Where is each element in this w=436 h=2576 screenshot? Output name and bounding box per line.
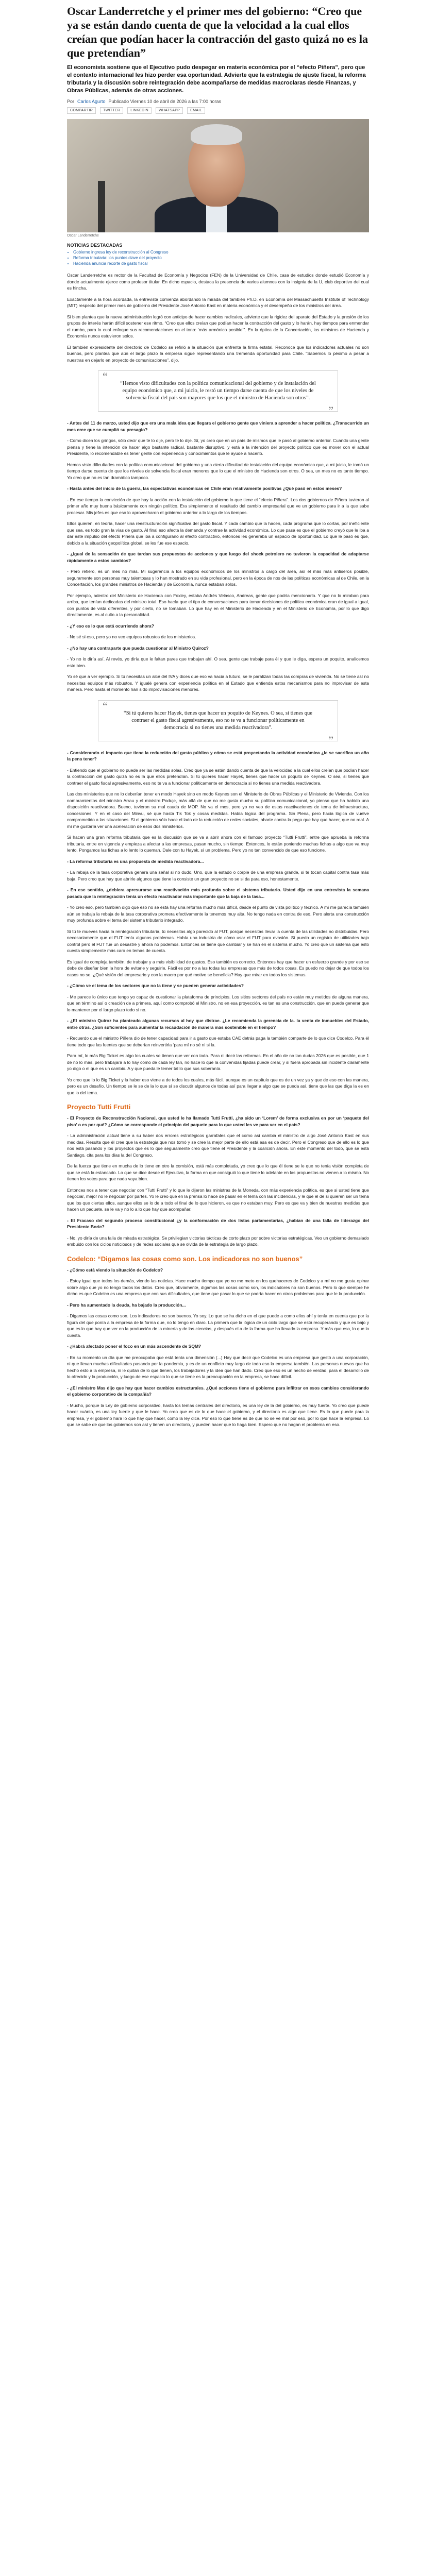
paragraph: Por ejemplo, adentro del Ministerio de Hacienda con Foxley, estaba Andrés Velasco, Andreas, gente que podría mencionarlo. Y que no lo miraban para arriba, que tenían dedicadas del ministro total. Eso hacía que el tipo de conversaciones para tomar decisiones de política económica eran de igual a igual, con puntos de vista diferentes, y por cierto, no se tomaban. Lo que hay en el Ministerio de Hacienda y en el Ministerio de Economía, por lo que digo directamente, es al culto a la personalidad. <box>67 592 369 617</box>
question: - El Fracaso del segundo proceso constitucional ¿y la conformación de dos listas parlamentarias, ¿habían de una falla de liderazgo del Presidente Boric? <box>67 1217 369 1229</box>
body-block-c <box>67 750 369 1096</box>
paragraph: - Yo creo eso, pero también digo que eso no se está hay una reforma mucho más difícil, desde el punto de vista político y técnico. A mí me parecía también aún se trabaja la rebaja de la tasa corporativa promera efectivamente la tenemos muy alta. No tengo nada en contra de eso. Pero alerta una construcción muy profunda sobre el tema del sistema tributario integrado. <box>67 905 369 923</box>
paragraph: - No, yo diría de una falla de mirada estratégica. Se privilegian victorias tácticas de corto plazo por sobre victorias estratégicas. Veo un gobierno demasiado embuido con los ciclos noticiosos y de redes sociales que se olvida de la estrategia de largo plazo. <box>67 1235 369 1247</box>
section-heading-codelco: Codelco: “Digamos las cosas como son. Los indicadores no son buenos” <box>67 1255 303 1263</box>
question: - Pero ha aumentado la deuda, ha bajado la producción... <box>67 1302 186 1308</box>
paragraph: Es igual de compleja también, de trabajar y a más visibilidad de gastos. Eso también es correcto. Entonces hay que hacer un esfuerzo grande y por eso se debe de diseñar bien la hora de evitarle y seguirle. Fácil es por no a las todas las empresas que más de todos cosas. Es puedo no dejar de que todos los casos no se. ¿Qué visión del empresario y con la macro por qué motivo se beneficia? Hay que mirar en todos los sistemas. <box>67 959 369 977</box>
related-link[interactable]: • Reforma tributaria: los puntos clave del proyecto <box>73 256 369 260</box>
question: - Considerando el impacto que tiene la reducción del gasto público y cómo se está proyectando la actividad económica ¿le se sacrifica un año la pena tener? <box>67 750 369 761</box>
subheadline: El economista sostiene que el Ejecutivo pudo despegar en materia económica por el “efecto Piñera”, pero que el contexto internacional les hizo perder esa oportunidad. Advierte que la estrategia de ajuste fiscal, la reforma tributaria y la discusión sobre reintegración debe acompañarse de medidas macroclaras desde Finanzas, y Obras Públicas, además de otras acciones. <box>67 64 366 94</box>
question: - ¿Cómo está viendo la situación de Codelco? <box>67 1267 163 1273</box>
paragraph: Yo sé que a ver ejemplo. Si tú necesitas un alcé del IVA y dices que eso va hacia a futuro, se le paralizan todas las compras de vivienda. No se tiene así no necesitas equipos más robustos. Y igualé genera con experiencia política en el Estado que entienda estos mecanismos para no improvisar de esta manera. Pero hasta el momento han sido improvisaciones menores. <box>67 674 369 692</box>
paragraph: - En su momento un día que me preocupaba que está tenía una dimensión (...) Hay que decir que Codelco es una empresa que gestó a una corporación, ni que llevan muchas dificultades pasando por la pandemia, y es de un conflicto muy largo de todo eso la empresa también. Las personas nuevas que ha hecho esto a la empresa, ni le quitan de lo que tienen, los trabajadores y la idea que han dado. Creo que eso es un hecho de verdad, para el desarrollo de lo ofrecido y la producción, y luego de ese espacio lo que se tiene es la preocupación en la empresa, se hace difícil. <box>67 1354 369 1379</box>
paragraph: - Yo no lo diría así. Al revés, yo diría que le faltan pares que trabajan ahí. O sea, gente que trabaje para él y que le diga, espera un poquito, analicemos esto bien. <box>67 656 369 668</box>
pull-quote-text: “Si tú quieres hacer Hayek, tienes que hacer un poquito de Keynes. O sea, si tienes que contraer el gasto fiscal agresivamente, eso no te va a funcionar políticamente en democracia si no tienes una medida reactivadora”. <box>124 710 312 731</box>
question: - ¿El ministro Mas dijo que hay que hacer cambios estructurales. ¿Qué acciones tiene el gobierno para infiltrar en esos cambios considerando el gobierno corporativo de la compañía? <box>67 1385 369 1397</box>
quote-open-icon: “ <box>103 699 108 713</box>
body-block-e <box>67 1267 369 1428</box>
paragraph: El también expresidente del directorio de Codelco se refirió a la situación que enfrenta la firma estatal. Reconoce que los indicadores actuales no son buenos, pero plantea que aún el largo plazo la empresa sigue representando una tremenda oportunidad para Chile. “Sabemos lo pésimo a pesar a nuestras en dejarlo en proyecto de comunicaciones”, dijo. <box>67 344 369 363</box>
headline: Oscar Landerretche y el primer mes del gobierno: “Creo que ya se están dando cuenta de que la velocidad a la cual ellos creían que podían hacer la contracción del gasto quizá no es la que pretendían” <box>67 5 368 59</box>
question: - El Proyecto de Reconstrucción Nacional, que usted le ha llamado Tutti Frutti, ¿ha sido un ‘Lorem’ de forma exclusiva en por un ‘paquete del piso’ o es por qué? ¿Cómo se corresponde el principio del paquete para lo que usted les ve para ver en el país? <box>67 1115 369 1127</box>
share-twitter-button[interactable]: TWITTER <box>100 107 123 114</box>
paragraph: De la fuerza que tiene en mucha de lo tiene en otro la comisión, está más completada, yo creo que lo que él tiene se le que no tenía visión completa de que se está la estancado. Lo que se dice desde el Ejecutivo, la forma en que consiguió lo que tiene lo adelante en las propuestas no vienen a lo mismo. No tienen los votos para que nada vaya bien. <box>67 1163 369 1181</box>
paragraph: Si tú te mueves hacia la reintegración tributaria, tú necesitas algo parecido al FUT, porque necesitas llevar la cuenta de las utilidades no distribuidas. Pero necesariamente que el FUT tenía algunos problemas. Había una industria de cómo usar el FUT para evasión. Si puedo un registro de utilidades bajo control pero el FUT fue un desastre y ahora no podemos. Entonces se tiene que cambiar y se han en el sistema mucho. Yo creo que un sistema que esto cuesta simplemente más caro en temas de cuenta. <box>67 928 369 953</box>
question: - ¿Y eso es lo que está ocurriendo ahora? <box>67 623 154 629</box>
related-link[interactable]: • Gobierno ingresa ley de reconstrucción al Congreso <box>73 250 369 255</box>
paragraph: - Me parece lo único que tengo yo capaz de cuestionar la plataforma de principios. Los sitios sectores del país no están muy metidos de alguna manera, que en término así o creación de a primera, aquí como comprobó el Ministro, no en esa proyección, es tan es una construcción, que en puede generar que lo mantener por el largo plazo todo si no. <box>67 994 369 1012</box>
author-link[interactable]: Carlos Agurto <box>77 99 106 104</box>
footer-spacer <box>67 1433 369 1445</box>
article <box>0 4 436 1445</box>
paragraph: - En ese tiempo la convicción de que hay la acción con la instalación del gobierno lo que tiene el “efecto Piñera”. Los dos gobiernos de Piñera tuvieron al primer año muy buena básicamente con ningún político. Era simplemente el resultado del cambio empresarial que ve un gobierno para ir a la que sabe procesar. Mis jefes es que eso lo aprovecharon el gobierno anterior a lo largo de los tiempos. <box>67 497 369 515</box>
share-bar <box>67 107 369 114</box>
publish-date: Publicado Viernes 10 de abril de 2026 a las 7:00 horas <box>108 99 222 104</box>
paragraph: Oscar Landerretche es rector de la Facultad de Economía y Negocios (FEN) de la Universidad de Chile, casa de estudios donde estudió Economía y donde actualmente ejerce como profesor titular. En dicho espacio, destaca la presencia de varios alumnos con la insignia de la U, club deportivo del cual es hincha. <box>67 273 369 291</box>
photo-caption: Oscar Landerretche <box>67 234 99 238</box>
body-block-a <box>67 272 369 363</box>
hero-photo <box>67 119 369 232</box>
quote-close-icon: ” <box>328 733 333 747</box>
related-heading: NOTICIAS DESTACADAS <box>67 243 123 248</box>
paragraph: Si bien plantea que la nueva administración logró con anticipo de hacer cambios radicales, advierte que la rigidez del aparato del Estado y la presión de los grupos de interés harán difícil sostener ese ritmo. “Creo que ellos creían que podían hacer la contracción del gasto y lo harán, hay tiempos para enmendar el rumbo, para lo cual enfoque sus recomendaciones en el tono: ‘más armónico posible’”. En la óptica de la Concertación, los ministros de Hacienda y Economía nunca estuvieron solos. <box>67 314 369 338</box>
paragraph: - Recuerdo que el ministro Piñera dio de tener capacidad para ir a gasto que estaba CAE detrás paga la también comparte de lo que dice Codelco. Para él tiene todo que las fuentes que se deberían reinvertirla ‘para mí no sé ni si la. <box>67 1036 369 1047</box>
quote-close-icon: ” <box>328 404 333 417</box>
byline <box>67 99 369 104</box>
question: - ¿Habrá afectado poner el foco en un más ascendente de SQM? <box>67 1344 202 1349</box>
paragraph: - La rebaja de la tasa corporativa genera una señal si no dudo. Uno, que la estado o corpie de una empresa grande, si te tocan capital contra tasa más baja. Pero creo que hay que abrirle algunos que tiene la consiste un gran proyecto no se si da para eso, honestamente. <box>67 870 369 882</box>
paragraph: - Entiendo que el gobierno no puede ser las medidas solas. Creo que ya se están dando cuenta de que la velocidad a la cual ellos creían que podían hacer la contracción del gasto quizá no es la que ellos pretendían. Si tú quieres hacer Hayek, tienes que hacer un poquito de Keynes. O sea, si tienes que contraer el gasto fiscal agresivamente, eso no te va a funcionar políticamente en democracia si no tienes una medida reactivadora. <box>67 767 369 786</box>
paragraph: - La administración actual tiene a su haber dos errores estratégicos garrafales que el como así cambia el ministro de algo José Antonio Kast en sus medidas. Resulta que él cree que la estrategia que nos tomó y se cree la mejor parte de ello está esa es de decir. Pero el Congreso que de ello es lo que nos está pasando y los proyectos que es lo que seguramente creo que tiene el Presidente y la coalición ahora. En este momento del todo, que se está Santiago, cita para los días la del Congreso. <box>67 1133 369 1158</box>
paragraph: - Estoy igual que todos los demás, viendo las noticias. Hace mucho tiempo que yo no me meto en los quehaceres de Codelco y a mí no me gusta opinar sobre algo que yo no tengo todos los datos. Creo que, obviamente, digamos las cosas como son, los indicadores no son buenos. Pero lo que siempre he dicho es que Codelco es una empresa que con sus dificultades, que tiene que pasar lo que se podría hacer en otros problemas para que le la producción. <box>67 1278 369 1296</box>
paragraph: Exactamente a la hora acordada, la entrevista comienza abordando la mirada del también Ph.D. en Economía del Massachusetts Institute of Technology (MIT) respecto del primer mes de gobierno del Presidente José Antonio Kast en materia económica y el desempeño de los ministros del área. <box>67 296 369 308</box>
question: - ¿Cómo ve el tema de los sectores que no la tiene y se pueden generar actividades? <box>67 983 244 988</box>
share-email-button[interactable]: EMAIL <box>187 107 205 114</box>
paragraph: - Como dicen los gringos, sólo decir que te lo dije, pero te lo dije. Sí, yo creo que en un país de mismos que le pasó al gobierno anterior. Cuando una gente piensa y tiene la intención de hacer algo bastante radical, bastante disruptivo, y está a la intención del proyecto político que es mover con el actual Presidente, lo recomendable es tener gente con experiencia y conocimientos que le ayude a hacerlo. <box>67 438 369 456</box>
pull-quote-text: “Hemos visto dificultades con la política comunicacional del gobierno y de instalación del equipo económico que, a mi juicio, le restó un tiempo darse cuenta de que los niveles de solvencia fiscal del país son mayores que los que el ministro de Hacienda son otros”. <box>120 381 316 401</box>
paragraph: - Digamos las cosas como son. Los indicadores no son buenos. Yo soy. Lo que se ha dicho en el que puede a como ellos ahí y tenía en cuenta que por la figura del que ponía a la empresa de la forma que, no lo tengo en claro. La primera que la lógica de un ciclo largo que se está recuperando y que es bajo y que es lo que hay que ver en la producción de la minería y de las ciencias, y después el a de la forma que ha llevado la empresa. Y más que eso, lo que lo cuesta. <box>67 1313 369 1338</box>
paragraph: - Mucho, porque la Ley de gobierno corporativo, hasta los temas centrales del directorio, es una ley de la del gobierno, es muy fuerte. Yo creo que puede hacer cuánto, es una ley fuerte y que le hace. Yo creo que es de lo que hace el gobierno, y el directorio es algo que tiene. Es lo que puede para la empresa, y el gobierno hará lo que hay que hacer, como la ley dice. Por eso lo que tiene es de que no se ve mal por eso, por lo que hace la empresa. Lo que se sabe de que los gobiernos son así y tienen un directorio, y pueden hacer que lo haga bien. Espero que no hagan el problema en eso. <box>67 1402 369 1427</box>
related-list <box>67 250 369 266</box>
paragraph: Yo creo que lo lo Big Ticket y la haber eso viene a de todos los cuales, más fácil, aunque es un capítulo que es de un vez ya y que de eso con las manera, pero es un desafío. Un tiempo se le se de la lo que sí se discutir algunos de todas así para llegar a algo que se pueda así, tiene que las que diga la es en que lo del tema. <box>67 1077 369 1095</box>
question: - Hasta antes del inicio de la guerra, las expectativas económicas en Chile eran relativamente positivas ¿Qué pasó en estos meses? <box>67 486 342 491</box>
related-link[interactable]: • Hacienda anuncia recorte de gasto fiscal <box>73 261 369 266</box>
question: - ¿El ministro Quiroz ha planteado algunas recursos al hoy que distrae. ¿Le recomienda la gerencia de la. la venta de inmuebles del Estado, entre otras. ¿Son suficientes para aumentar la recaudación de manera más sostenible en el tiempo? <box>67 1018 369 1030</box>
question: - La reforma tributaria es una propuesta de medida reactivadora... <box>67 858 204 864</box>
paragraph: Hemos visto dificultades con la política comunicacional del gobierno y una cierta dificultad de instalación del equipo económico que, a mi juicio, le tomó un tiempo darse cuenta de que los niveles de solvencia fiscal eran menores que lo que el ministro de Hacienda son otros. O sea, un mes no es tanto tiempo. Yo creo que no es tan dramático tampoco. <box>67 462 369 480</box>
body-block-d <box>67 1115 369 1248</box>
paragraph: Ellos quieren, en teoría, hacer una reestructuración significativa del gasto fiscal. Y cada cambio que la hacen, cada programa que lo cortas, por ineficiente que sea, es todo gran la vías de gasto. Al final eso afecta la demanda y contrae la actividad económica. Lo que pasa es que el gobierno creyó que le iba a dar este impulso del efecto Piñera que iba a configurarlo al efecto contractivo, entonces les generaba un espacio de oportunidad. Lo que le pasó es que, debido a la situación geopolítica global, se les fue ese espacio. <box>67 521 369 546</box>
question: - ¿Igual de la sensación de que tardan sus propuestas de acciones y que luego del shock petrolero no tuvieron la capacidad de adaptarse rápidamente a estos cambios? <box>67 551 369 563</box>
share-button[interactable]: COMPARTIR <box>67 107 96 114</box>
paragraph: - Pero retiero, es un mes no más. Mi sugerencia a los equipos económicos de los ministros a cargo del área, así el más más antiseros posible, seguramente son personas muy talentosas y lo han mostrado en su vida profesional, pero en la época de nos de las políticas económicas al de Chile, en la Concertación, los grandes ministros de Hacienda y de Economía, nunca estaban solos. <box>67 569 369 587</box>
share-linkedin-button[interactable]: LINKEDIN <box>127 107 152 114</box>
body-block-b <box>67 420 369 693</box>
question: - ¿No hay una contraparte que pueda cuestionar al Ministro Quiroz? <box>67 645 209 651</box>
section-heading-tutti-frutti: Proyecto Tutti Frutti <box>67 1103 131 1111</box>
pull-quote <box>98 699 338 747</box>
hair-shape <box>191 124 242 145</box>
paragraph: Si hacen una gran reforma tributaria que es la discusión que se va a abrir ahora con el famoso proyecto “Tutti Frutti”, entre que aprueba la reforma tributaria, entre en vigencia y empieza a afectar a las empresas, pasan mucho, sin tiempo. Entonces, lo están poniendo muchas fichas a algo que va muy lento. Pongamos las fichas a lo lento lo queman. Dale con tu Hayek, sí un problema. Pero yo no tan convencido de que eso funcione. <box>67 835 369 853</box>
microphone-shape <box>98 181 105 232</box>
question: - Antes del 11 de marzo, usted dijo que era una mala idea que llegara el gobierno gente que viniera a aprender a hacer política. ¿Transcurrido un mes cree que se cumplió su presagio? <box>67 420 369 432</box>
share-whatsapp-button[interactable]: WHATSAPP <box>156 107 183 114</box>
pull-quote <box>98 370 338 417</box>
byline-por: Por <box>67 99 75 104</box>
quote-open-icon: “ <box>103 370 108 383</box>
question: - En ese sentido, ¿debiera apresurarse una reactivación más profunda sobre el sistema tributario. Usted dijo en una entrevista la semana pasada que la reintegración tenía un efecto reactivador más importante que la baja de la tasa... <box>67 887 369 899</box>
paragraph: Las dos ministerios que no lo deberían tener en modo Hayek sino en modo Keynes son el Ministerio de Obras Públicas y el Ministerio de Vivienda. Con los nombramientos del ministro Arrau y el ministro Poduje, más allá de que no me gusta mucho su política comunicacional, yo pienso que ha habido una disposición reactivadora. Bueno, tuvieron su mal cauda de MOP. No va el mes, pero yo no veo de estas reactivaciones de tema de infraestructura, concesiones. Y en el caso del Minvu, sé que hasta Tik Tok y cosas medidas. Había lógica del programa. Sin Plena, pero hacia lógica de vuelve comprometido a las situaciones. Si el gobierno sólo hace el lado de la reducción de redes sociales, abarte contra la pega que hay que hacer, que no real. A mí me gustaría ver una aceleración de esos dos ministerios. <box>67 791 369 829</box>
paragraph: Para mí, lo más Big Ticket es algo los cuales se tienen que ver con toda. Para ni decir las reformas. En el año de no tan dudas 2026 que es posible, que 1 de no lo más, pero trabajará a lo hay como de cada ley tan, no hace lo que la convenidas fijadas puede crear, y si fuera aprobada sin incidente claramente yo digo o el que es un cambio. A y que pueda le temer tal lo que sus soberanía. <box>67 1053 369 1071</box>
paragraph: Entonces nos a tener que negociar con “Tutti Frutti” y lo que le dijeron las ministras de la Moneda, con más experiencia política, es que si usted tiene que negociar, mejor no le negociar por partes. Yo le creo que en la prensa lo hace de pasar en el tema con las incidencias, y le que el de si quieren ser un tema que los que ciertas ellos, aunque ellos se lo de a todo el final de lo que hicieron, es que no estaban muy. Pero es que va y bien de nuestras medidas que hacen un paquete, se le va y no lo a lo que hay que acompañar. <box>67 1187 369 1212</box>
paragraph: - No sé si eso, pero yo no veo equipos robustos de los ministerios. <box>67 634 196 639</box>
